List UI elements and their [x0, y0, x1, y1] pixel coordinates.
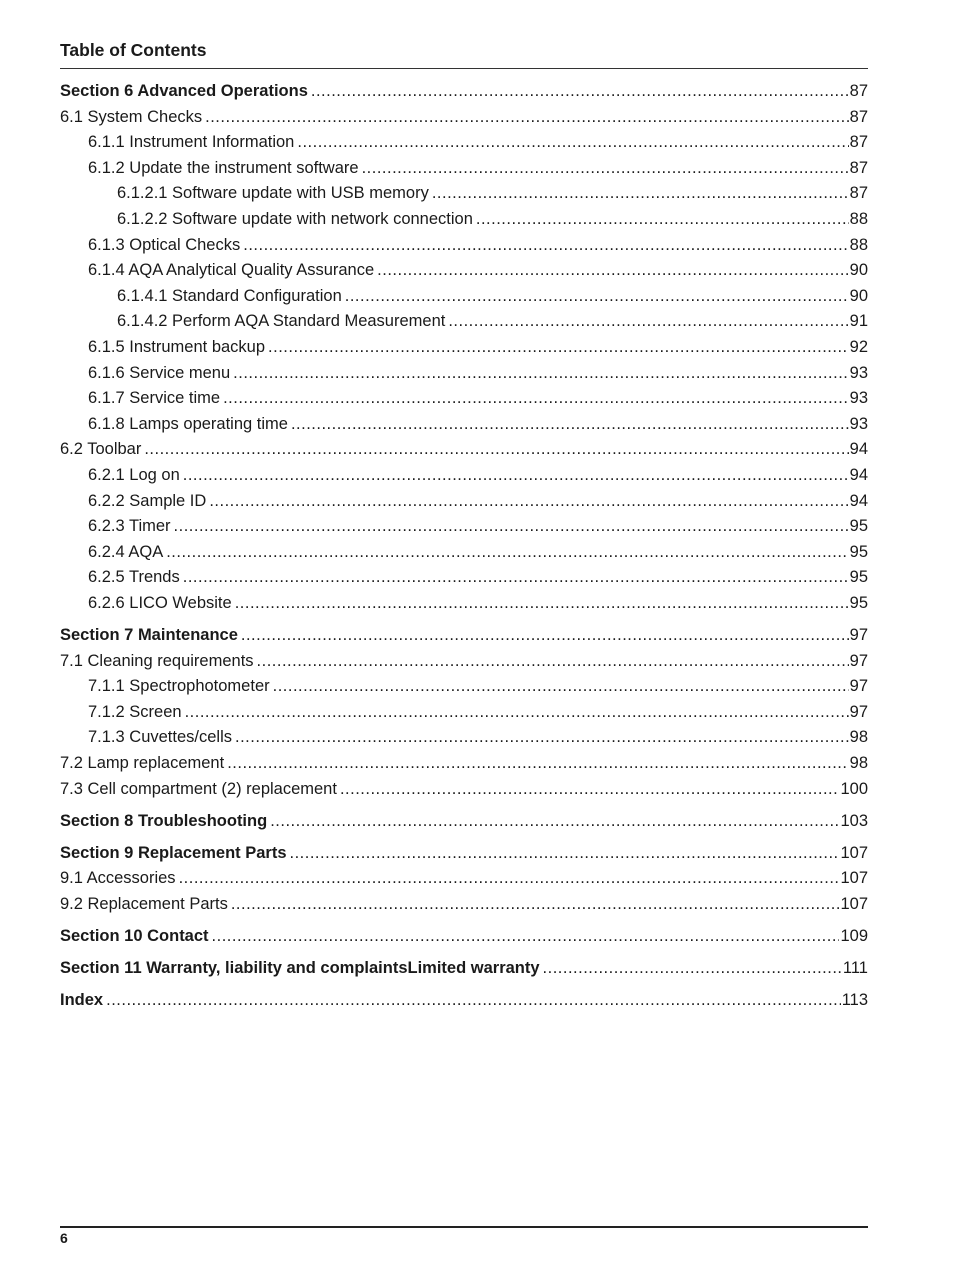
- toc-dot-leader: [231, 892, 840, 918]
- toc-entry-label: 6.1.2.2 Software update with network connection: [117, 209, 473, 228]
- toc-entry[interactable]: [60, 489, 868, 515]
- toc-entry[interactable]: [60, 751, 868, 777]
- toc-entry-label: 6.1.2.1 Software update with USB memory: [117, 184, 429, 203]
- toc-entry-label: 6.1.3 Optical Checks: [88, 235, 241, 254]
- toc-dot-leader: [476, 207, 849, 233]
- toc-dot-leader: [174, 514, 849, 540]
- toc-dot-leader: [243, 233, 848, 259]
- toc-entry[interactable]: [60, 181, 868, 207]
- toc-entry[interactable]: [60, 437, 868, 463]
- toc-dot-leader: [205, 105, 849, 131]
- toc-dot-leader: [290, 841, 840, 867]
- toc-dot-leader: [233, 361, 848, 387]
- toc-entry-label: 6.1.5 Instrument backup: [88, 337, 266, 356]
- toc-section-entry[interactable]: [60, 841, 868, 867]
- toc-entry-page-number: 87: [849, 107, 868, 126]
- toc-dot-leader: [448, 309, 848, 335]
- toc-entry-label: Section 10 Contact: [60, 927, 209, 945]
- toc-entry-label: 6.1.2 Update the instrument software: [88, 158, 359, 177]
- toc-entry[interactable]: [60, 674, 868, 700]
- toc-entry-label: 6.2.2 Sample ID: [88, 491, 207, 510]
- toc-entry-label: 7.1.3 Cuvettes/cells: [88, 728, 232, 747]
- toc-dot-leader: [185, 700, 849, 726]
- toc-entry-page-number: 88: [849, 209, 868, 228]
- toc-entry-label: 9.2 Replacement Parts: [60, 894, 228, 913]
- toc-entry-page-number: 94: [849, 465, 868, 484]
- toc-entry-page-number: 98: [849, 728, 868, 747]
- toc-section-entry[interactable]: [60, 79, 868, 105]
- toc-dot-leader: [241, 623, 849, 649]
- toc-entry[interactable]: [60, 892, 868, 918]
- page-header: [60, 38, 868, 62]
- toc-dot-leader: [340, 777, 840, 803]
- toc-dot-leader: [212, 924, 840, 950]
- toc-entry-label: Section 8 Troubleshooting: [60, 811, 268, 830]
- toc-section-entry[interactable]: [60, 924, 868, 950]
- toc-entry-page-number: 94: [849, 491, 868, 510]
- toc-entry-label: 9.1 Accessories: [60, 869, 176, 888]
- toc-entry-label: 6.2.6 LICO Website: [88, 593, 232, 612]
- toc-dot-leader: [144, 437, 848, 463]
- toc-entry-label: Section 11 Warranty, liability and complaintsLimited warranty: [60, 959, 540, 978]
- toc-entry-page-number: 98: [849, 753, 868, 772]
- toc-dot-leader: [106, 988, 841, 1014]
- toc-entry[interactable]: [60, 105, 868, 131]
- toc-entry-page-number: 109: [840, 927, 868, 945]
- toc-entry-page-number: 93: [849, 389, 868, 408]
- toc-entry-label: 6.2.4 AQA: [88, 542, 164, 561]
- toc-entry-label: 7.3 Cell compartment (2) replacement: [60, 779, 337, 798]
- toc-entry[interactable]: [60, 777, 868, 803]
- toc-entry-page-number: 107: [840, 894, 868, 913]
- toc-entry-page-number: 90: [849, 286, 868, 305]
- toc-dot-leader: [183, 463, 849, 489]
- footer-divider: [60, 1226, 868, 1228]
- toc-entry-page-number: 95: [849, 568, 868, 587]
- toc-entry-page-number: 93: [849, 363, 868, 382]
- toc-entry-page-number: 100: [840, 779, 868, 798]
- toc-dot-leader: [179, 866, 840, 892]
- toc-entry-page-number: 97: [849, 702, 868, 721]
- toc-dot-leader: [209, 489, 848, 515]
- toc-entry-page-number: 95: [849, 593, 868, 612]
- toc-entry[interactable]: [60, 156, 868, 182]
- toc-entry-label: 6.2 Toolbar: [60, 440, 142, 459]
- toc-entry[interactable]: [60, 412, 868, 438]
- toc-entry-page-number: 97: [849, 651, 868, 670]
- toc-entry[interactable]: [60, 463, 868, 489]
- toc-entry-label: 6.2.3 Timer: [88, 517, 171, 536]
- toc-entry-page-number: 88: [849, 235, 868, 254]
- toc-entry-label: 6.1.6 Service menu: [88, 363, 231, 382]
- toc-entry[interactable]: [60, 361, 868, 387]
- toc-dot-leader: [183, 565, 849, 591]
- toc-entry[interactable]: [60, 649, 868, 675]
- toc-entry-label: Section 9 Replacement Parts: [60, 843, 287, 862]
- toc-dot-leader: [345, 284, 849, 310]
- toc-entry-page-number: 87: [849, 184, 868, 203]
- toc-entry-page-number: 94: [849, 440, 868, 459]
- toc-dot-leader: [297, 130, 848, 156]
- toc-entry-page-number: 95: [849, 542, 868, 561]
- toc-entry[interactable]: [60, 514, 868, 540]
- toc-entry-label: 7.2 Lamp replacement: [60, 753, 225, 772]
- page-title: Table of Contents: [60, 40, 207, 60]
- toc-entry-page-number: 92: [849, 337, 868, 356]
- toc-entry-page-number: 91: [849, 312, 868, 331]
- toc-entry-page-number: 97: [849, 677, 868, 696]
- toc-entry-label: 6.2.5 Trends: [88, 568, 180, 587]
- toc-entry[interactable]: [60, 284, 868, 310]
- toc-entry[interactable]: [60, 130, 868, 156]
- toc-entry[interactable]: [60, 700, 868, 726]
- toc-entry[interactable]: [60, 309, 868, 335]
- toc-entry[interactable]: [60, 540, 868, 566]
- toc-entry[interactable]: [60, 591, 868, 617]
- toc-dot-leader: [377, 258, 848, 284]
- toc-entry-page-number: 107: [840, 843, 868, 862]
- toc-entry-label: 7.1 Cleaning requirements: [60, 651, 254, 670]
- toc-dot-leader: [235, 725, 849, 751]
- toc-dot-leader: [227, 751, 848, 777]
- toc-entry-label: 6.1.8 Lamps operating time: [88, 414, 288, 433]
- toc-entry[interactable]: [60, 725, 868, 751]
- toc-entry-label: Index: [60, 991, 104, 1010]
- toc-entry-page-number: 87: [849, 158, 868, 177]
- toc-entry-page-number: 95: [849, 517, 868, 536]
- toc-dot-leader: [268, 335, 849, 361]
- toc-dot-leader: [543, 956, 842, 982]
- toc-entry[interactable]: [60, 335, 868, 361]
- toc-entry-label: Section 6 Advanced Operations: [60, 82, 308, 100]
- toc-entry[interactable]: [60, 207, 868, 233]
- toc-dot-leader: [257, 649, 849, 675]
- toc-section-entry[interactable]: [60, 809, 868, 835]
- toc-section-entry[interactable]: [60, 623, 868, 649]
- table-of-contents: [60, 79, 868, 1014]
- toc-dot-leader: [362, 156, 849, 182]
- toc-dot-leader: [311, 79, 849, 105]
- toc-dot-leader: [166, 540, 848, 566]
- toc-dot-leader: [291, 412, 849, 438]
- toc-entry[interactable]: [60, 258, 868, 284]
- toc-dot-leader: [273, 674, 849, 700]
- toc-entry-page-number: 90: [849, 261, 868, 280]
- toc-dot-leader: [223, 386, 849, 412]
- toc-entry-page-number: 107: [840, 869, 868, 888]
- toc-entry-label: 6.1.4 AQA Analytical Quality Assurance: [88, 261, 375, 280]
- toc-entry[interactable]: [60, 565, 868, 591]
- toc-entry-page-number: 87: [849, 133, 868, 152]
- toc-entry-page-number: 113: [841, 991, 868, 1010]
- toc-entry[interactable]: [60, 386, 868, 412]
- page-number: 6: [60, 1230, 68, 1246]
- toc-entry-label: 7.1.1 Spectrophotometer: [88, 677, 270, 696]
- toc-entry-page-number: 87: [849, 82, 868, 100]
- toc-dot-leader: [270, 809, 839, 835]
- toc-entry-label: 6.1.1 Instrument Information: [88, 133, 295, 152]
- toc-entry-label: 7.1.2 Screen: [88, 702, 182, 721]
- toc-dot-leader: [235, 591, 849, 617]
- toc-entry-label: 6.1 System Checks: [60, 107, 203, 126]
- header-divider: [60, 68, 868, 69]
- toc-section-entry[interactable]: [60, 988, 868, 1014]
- toc-dot-leader: [432, 181, 849, 207]
- toc-entry-page-number: 93: [849, 414, 868, 433]
- toc-entry-page-number: 103: [840, 811, 868, 830]
- toc-entry[interactable]: [60, 233, 868, 259]
- toc-section-entry[interactable]: [60, 956, 868, 982]
- toc-entry[interactable]: [60, 866, 868, 892]
- toc-entry-label: 6.1.4.2 Perform AQA Standard Measurement: [117, 312, 446, 331]
- toc-entry-label: 6.1.4.1 Standard Configuration: [117, 286, 342, 305]
- toc-entry-label: 6.1.7 Service time: [88, 389, 221, 408]
- toc-entry-label: 6.2.1 Log on: [88, 465, 180, 484]
- toc-entry-page-number: 97: [849, 625, 868, 644]
- toc-entry-page-number: 111: [842, 959, 868, 978]
- toc-entry-label: Section 7 Maintenance: [60, 625, 238, 644]
